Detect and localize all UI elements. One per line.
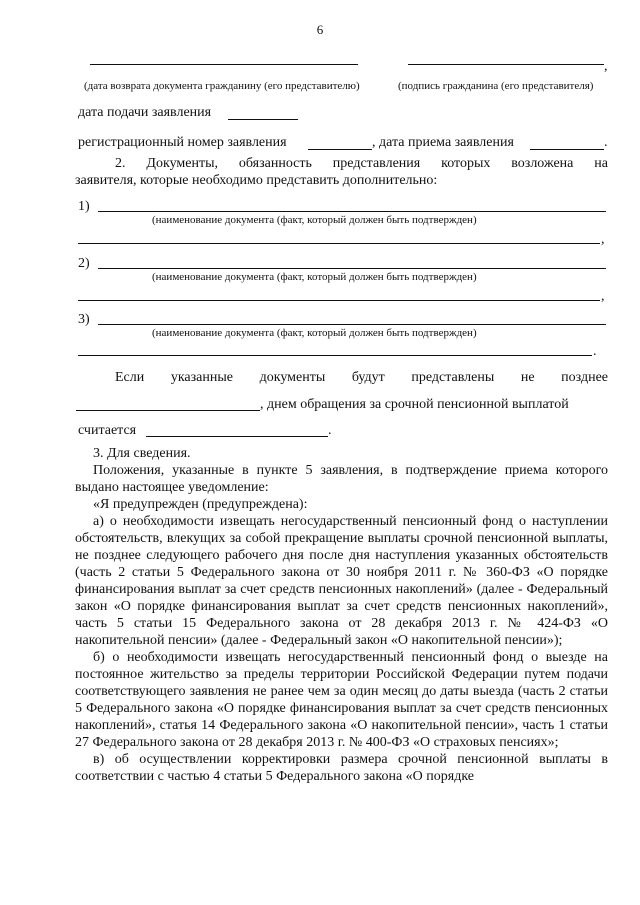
document-1-comma: , [601,232,605,247]
submission-line1: Если указанные документы будут представлены не позднее [115,370,608,385]
document-3-field-continued[interactable] [78,355,592,356]
document-2-number: 2) [78,256,90,271]
document-3-caption: (наименование документа (факт, который должен быть подтвержден) [152,327,477,339]
citizen-signature-line[interactable] [408,64,604,65]
submission-period: . [328,423,332,438]
document-1-number: 1) [78,199,90,214]
document-3-number: 3) [78,312,90,327]
registration-number-field[interactable] [308,149,372,150]
page-number: 6 [316,22,324,37]
section3-body [75,445,608,785]
document-3-field[interactable] [98,324,606,325]
reception-date-field[interactable] [530,149,604,150]
section3-item-c: в) об осуществлении корректировки размера срочной пенсионной выплаты в соответствии с частью 4 статьи 5 Федерального закона «О порядке [75,752,608,784]
submission-line3-label: считается [78,423,137,438]
document-1-caption: (наименование документа (факт, который должен быть подтвержден) [152,214,477,226]
section3-warning: «Я предупрежден (предупреждена): [93,497,308,512]
application-date-field[interactable] [228,119,298,120]
signature-line-comma: , [604,59,608,74]
document-3-period: . [593,344,597,359]
document-2-caption: (наименование документа (факт, который должен быть подтвержден) [152,271,477,283]
section3-intro: Положения, указанные в пункте 5 заявления, в подтверждение приема которого выдано настоящее уведомление: [75,463,608,495]
reception-date-period: . [604,135,608,150]
section3-item-b: б) о необходимости извещать негосударственный пенсионный фонд о выезде на постоянное жительство за пределы территории Российской Федерации путем подачи соответствующего заявления не ранее чем за один месяц до даты выезда (часть 2 статьи 5 Федерального закона «О порядке финансирования выплат за счет средств пенсионных накоплений», статья 14 Федерального закона «О накопительной пенсии», часть 1 статьи 27 Федерального закона от 28 декабря 2013 г. № 400-ФЗ «О страховых пенсиях»; [75,650,608,750]
section3-item-a: а) о необходимости извещать негосударственный пенсионный фонд о наступлении обстоятельств, влекущих за собой прекращение выплаты срочной пенсионной выплаты, не позднее следующего рабочего дня после дня наступления указанных обстоятельств (часть 2 статьи 5 Федерального закона от 30 ноября 2011 г. № 360-ФЗ «О порядке финансирования выплат за счет средств пенсионных накоплений» (далее - Федеральный закон «О порядке финансирования выплат за счет средств пенсионных накоплений», часть 5 статьи 15 Федерального закона от 28 декабря 2013 г. № 424-ФЗ «О накопительной пенсии» (далее - Федеральный закон «О накопительной пенсии»); [75,514,608,648]
section2-line1: 2. Документы, обязанность представления которых возложена на [115,156,608,171]
document-2-field-continued[interactable] [78,300,600,301]
document-1-field[interactable] [98,211,606,212]
document-1-field-continued[interactable] [78,243,600,244]
citizen-signature-caption: (подпись гражданина (его представителя) [398,80,594,92]
return-date-line[interactable] [90,64,358,65]
section2-line2: заявителя, которые необходимо представить дополнительно: [75,173,438,188]
section3-heading: 3. Для сведения. [93,446,191,461]
document-2-field[interactable] [98,268,606,269]
submission-date-field[interactable] [146,436,328,437]
application-date-label: дата подачи заявления [78,105,212,120]
document-2-comma: , [601,289,605,304]
submission-deadline-field[interactable] [76,410,260,411]
registration-number-label: регистрационный номер заявления [78,135,287,150]
return-date-caption: (дата возврата документа гражданину (его представителю) [84,80,360,92]
submission-line2: , днем обращения за срочной пенсионной выплатой [260,397,569,412]
reception-date-label: , дата приема заявления [372,135,514,150]
